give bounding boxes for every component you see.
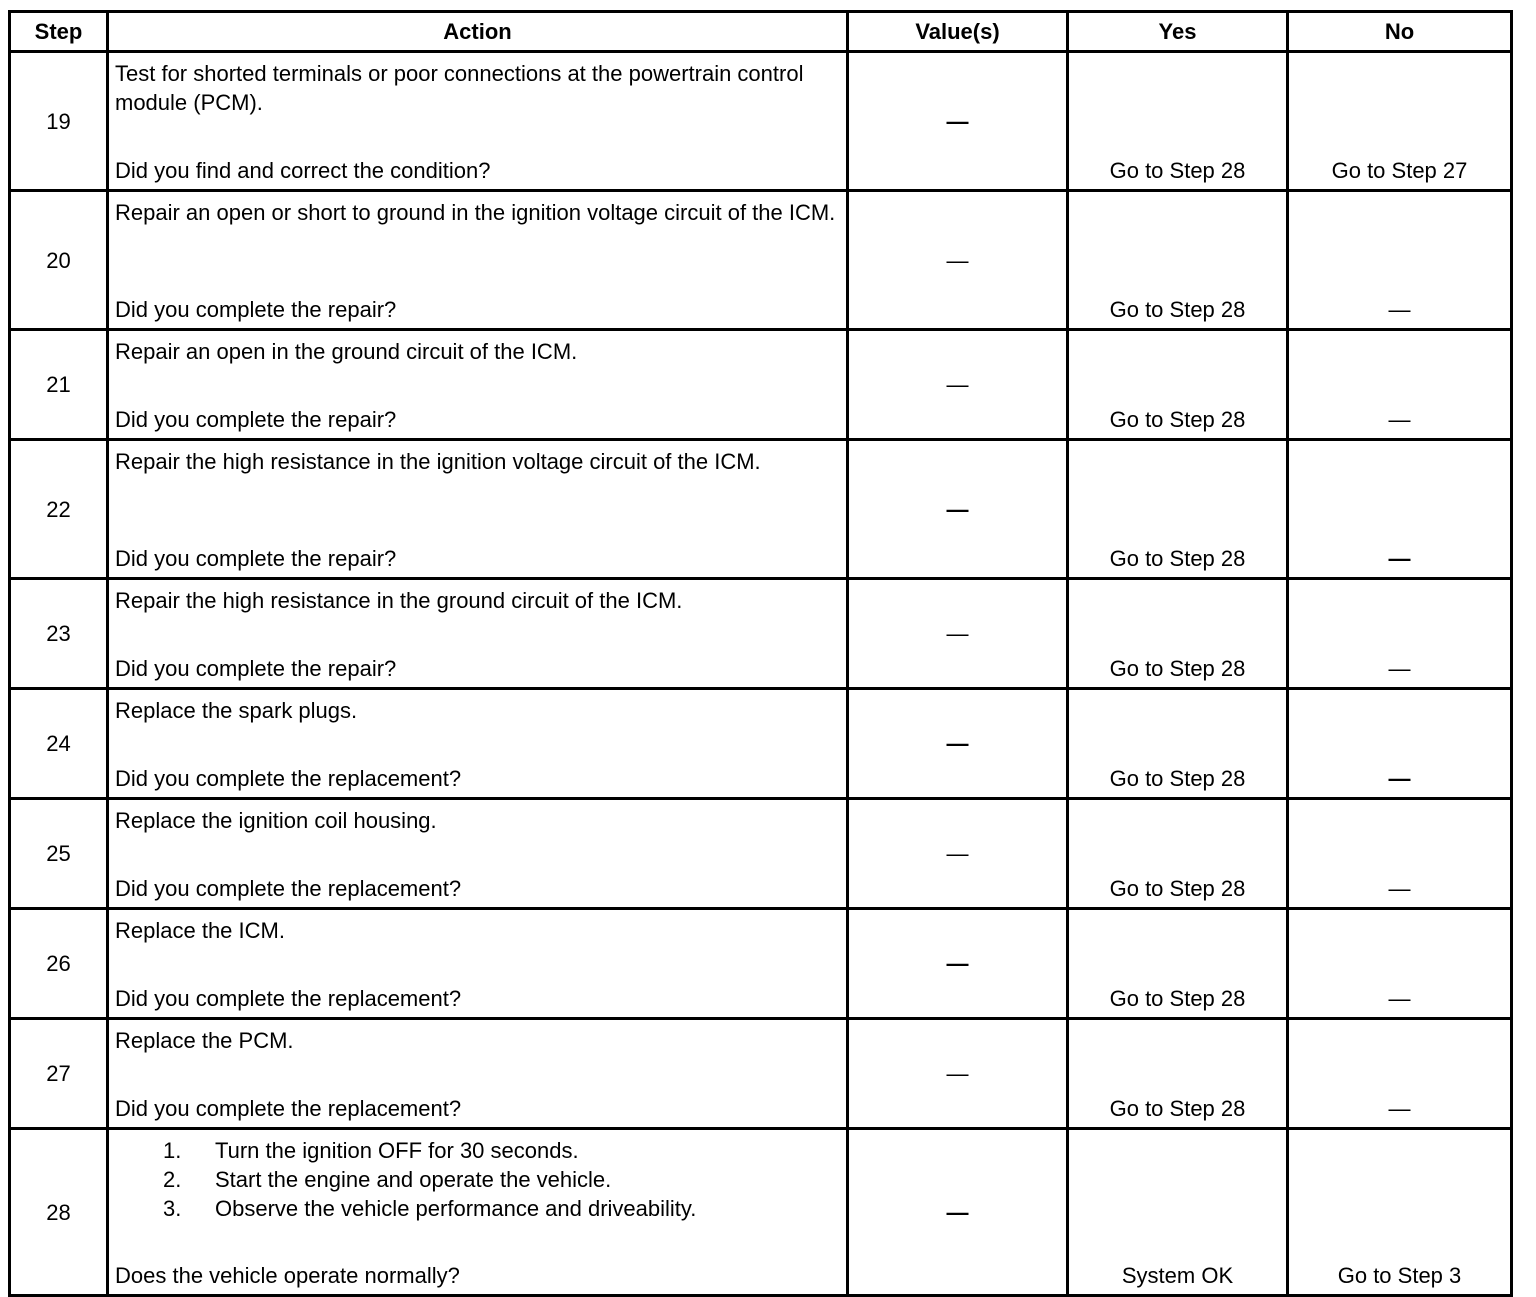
action-cell [108,440,848,579]
header-no: No [1288,12,1512,52]
substep-list [115,1136,838,1223]
substep-number: 3. [163,1196,182,1221]
instruction-text: Test for shorted terminals or poor connections at the powertrain control module (PCM). [115,61,804,115]
instruction-text: Repair an open in the ground circuit of the ICM. [115,339,578,364]
instruction-text: Replace the PCM. [115,1028,294,1053]
table-row [10,330,1512,440]
yes-cell: Go to Step 28 [1068,191,1288,330]
question-text: Did you complete the repair? [115,297,397,322]
instruction-text: Replace the spark plugs. [115,698,358,723]
substep-text: Observe the vehicle performance and driveability. [215,1196,697,1221]
instruction-text: Repair the high resistance in the ignition voltage circuit of the ICM. [115,449,761,474]
action-cell [108,52,848,191]
table-row [10,52,1512,191]
step-number: 27 [10,1019,108,1129]
table-row [10,909,1512,1019]
table-row [10,579,1512,689]
list-item [115,1165,838,1194]
list-item [115,1136,838,1165]
action-cell [108,579,848,689]
substep-text: Turn the ignition OFF for 30 seconds. [215,1138,579,1163]
action-cell [108,330,848,440]
table-row [10,1019,1512,1129]
question-text: Did you complete the replacement? [115,876,462,901]
substep-number: 1. [163,1138,182,1163]
header-yes: Yes [1068,12,1288,52]
value-cell: — [848,330,1068,440]
step-number: 28 [10,1129,108,1296]
yes-cell: Go to Step 28 [1068,909,1288,1019]
no-cell: — [1288,689,1512,799]
value-cell: — [848,1019,1068,1129]
yes-cell: Go to Step 28 [1068,1019,1288,1129]
value-cell: — [848,440,1068,579]
action-cell [108,909,848,1019]
value-cell: — [848,579,1068,689]
question-text: Did you complete the repair? [115,546,397,571]
no-cell: — [1288,191,1512,330]
step-number: 25 [10,799,108,909]
instruction-text: Repair the high resistance in the ground circuit of the ICM. [115,588,683,613]
question-text: Did you find and correct the condition? [115,158,491,183]
action-cell [108,799,848,909]
action-cell [108,191,848,330]
no-cell: — [1288,909,1512,1019]
no-cell: — [1288,440,1512,579]
table-row [10,689,1512,799]
question-text: Does the vehicle operate normally? [115,1263,460,1288]
question-text: Did you complete the replacement? [115,986,462,1011]
step-number: 19 [10,52,108,191]
step-number: 22 [10,440,108,579]
no-cell: — [1288,799,1512,909]
diagnostic-table [8,10,1513,1297]
list-item [115,1194,838,1223]
header-values: Value(s) [848,12,1068,52]
no-cell: — [1288,330,1512,440]
question-text: Did you complete the replacement? [115,1096,462,1121]
no-cell: — [1288,579,1512,689]
step-number: 23 [10,579,108,689]
value-cell: — [848,909,1068,1019]
yes-cell: Go to Step 28 [1068,52,1288,191]
no-cell: Go to Step 3 [1288,1129,1512,1296]
action-cell [108,1019,848,1129]
no-cell: — [1288,1019,1512,1129]
value-cell: — [848,689,1068,799]
step-number: 24 [10,689,108,799]
table-row [10,799,1512,909]
instruction-text: Replace the ICM. [115,918,285,943]
instruction-text: Replace the ignition coil housing. [115,808,437,833]
yes-cell: Go to Step 28 [1068,579,1288,689]
instruction-text: Repair an open or short to ground in the ignition voltage circuit of the ICM. [115,200,836,225]
value-cell: — [848,191,1068,330]
table-row [10,440,1512,579]
value-cell: — [848,1129,1068,1296]
yes-cell: Go to Step 28 [1068,440,1288,579]
header-step: Step [10,12,108,52]
yes-cell: Go to Step 28 [1068,330,1288,440]
question-text: Did you complete the replacement? [115,766,462,791]
step-number: 20 [10,191,108,330]
value-cell: — [848,799,1068,909]
step-number: 26 [10,909,108,1019]
no-cell: Go to Step 27 [1288,52,1512,191]
yes-cell: Go to Step 28 [1068,689,1288,799]
table-row [10,1129,1512,1296]
action-cell [108,689,848,799]
substep-number: 2. [163,1167,182,1192]
action-cell [108,1129,848,1296]
header-row [10,12,1512,52]
header-action: Action [108,12,848,52]
value-cell: — [848,52,1068,191]
table-row [10,191,1512,330]
yes-cell: System OK [1068,1129,1288,1296]
question-text: Did you complete the repair? [115,656,397,681]
substep-text: Start the engine and operate the vehicle. [215,1167,612,1192]
yes-cell: Go to Step 28 [1068,799,1288,909]
question-text: Did you complete the repair? [115,407,397,432]
step-number: 21 [10,330,108,440]
